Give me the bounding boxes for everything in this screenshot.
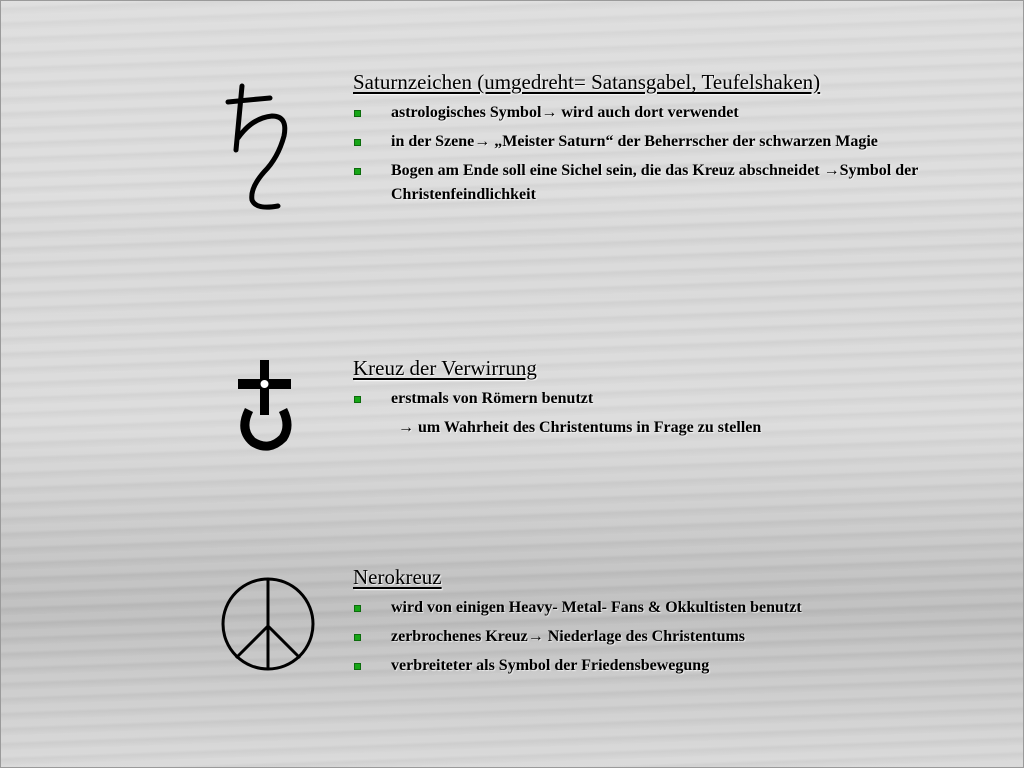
list-item: zerbrochenes Kreuz→ Niederlage des Christentums [353, 625, 973, 649]
cross-of-confusion-icon [235, 358, 295, 453]
bullet-icon [354, 605, 361, 612]
heading-saturn: Saturnzeichen (umgedreht= Satansgabel, Teufelshaken) [353, 70, 821, 94]
list-item: in der Szene→ „Meister Saturn“ der Beherrscher der schwarzen Magie [353, 130, 973, 154]
list-item: astrologisches Symbol→ wird auch dort verwendet [353, 101, 973, 125]
heading-kreuz: Kreuz der Verwirrung [353, 356, 537, 380]
bullet-list-saturn [353, 101, 973, 207]
bullet-icon [354, 139, 361, 146]
list-item: Bogen am Ende soll eine Sichel sein, die das Kreuz abschneidet →Symbol der Christenfeindlichkeit [353, 159, 973, 207]
bullet-list-nerokreuz [353, 596, 973, 678]
section-nerokreuz [353, 565, 973, 683]
bullet-icon [354, 168, 361, 175]
section-saturn [353, 70, 973, 212]
list-item: verbreiteter als Symbol der Friedensbewegung [353, 654, 973, 678]
section-kreuz [353, 356, 973, 440]
saturn-symbol-icon [222, 80, 302, 215]
bullet-icon [354, 634, 361, 641]
bullet-icon [354, 663, 361, 670]
heading-nerokreuz: Nerokreuz [353, 565, 442, 589]
list-item: wird von einigen Heavy- Metal- Fans & Okkultisten benutzt [353, 596, 973, 620]
peace-symbol-icon [220, 576, 316, 672]
bullet-icon [354, 110, 361, 117]
list-item: erstmals von Römern benutzt [353, 387, 973, 411]
bullet-list-kreuz [353, 387, 973, 411]
bullet-icon [354, 396, 361, 403]
continuation-text: → um Wahrheit des Christentums in Frage zu stellen [398, 419, 762, 436]
